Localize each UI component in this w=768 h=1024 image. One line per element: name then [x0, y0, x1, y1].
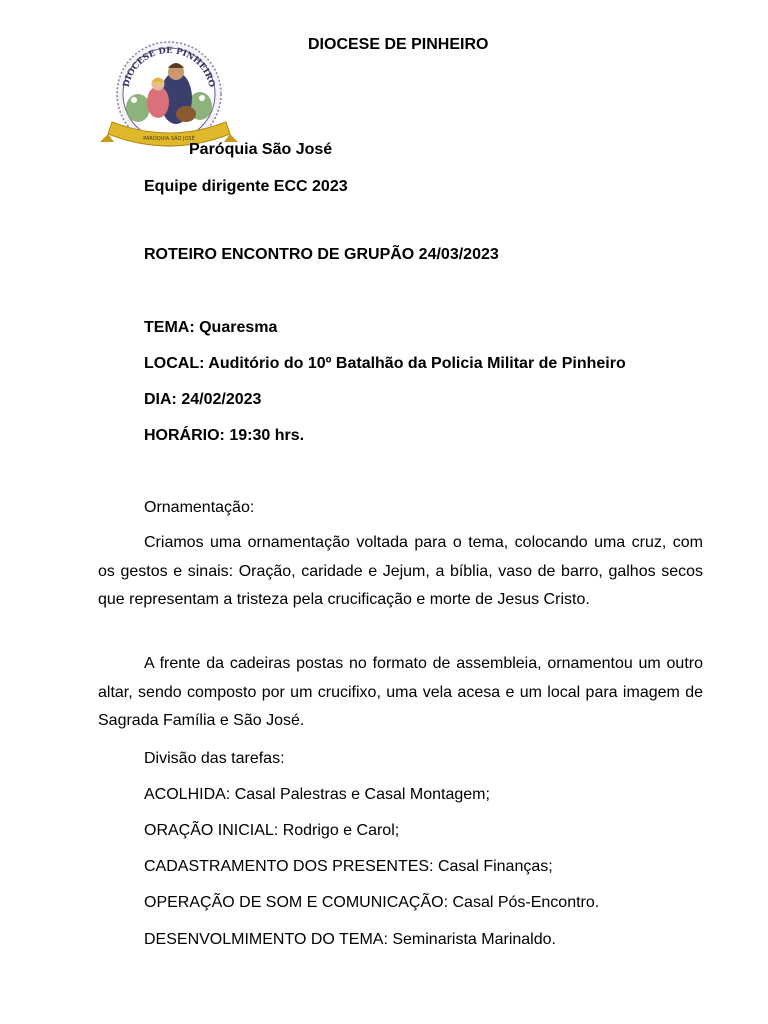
tema-label: TEMA:: [144, 319, 195, 336]
task-item: DESENVOLMIMENTO DO TEMA: Seminarista Marinaldo.: [144, 931, 556, 948]
local-label: LOCAL:: [144, 355, 205, 372]
team-line: Equipe dirigente ECC 2023: [144, 178, 348, 195]
task-item: ACOLHIDA: Casal Palestras e Casal Montagem;: [144, 786, 490, 803]
task-item: CADASTRAMENTO DOS PRESENTES: Casal Finanças;: [144, 858, 553, 875]
horario-label: HORÁRIO:: [144, 427, 225, 444]
horario-value: 19:30 hrs.: [224, 427, 305, 444]
paragraph-ornamentacao: Criamos uma ornamentação voltada para o tema, colocando uma cruz, com os gestos e sinais: Oração, caridade e Jejum, a bíblia, vaso de barro, galhos secos que representam a tristeza pela crucificação e morte de Jesus Cristo.: [98, 534, 703, 608]
ornamentacao-heading: Ornamentação:: [144, 499, 255, 516]
dia-value: 24/02/2023: [176, 391, 262, 408]
paragraph-altar: A frente da cadeiras postas no formato de assembleia, ornamentou um outro altar, sendo composto por um crucifixo, uma vela acesa e um local para imagem de Sagrada Família e São José.: [98, 655, 703, 729]
horario-line: [144, 427, 304, 445]
tema-line: [144, 319, 277, 337]
local-value: Auditório do 10º Batalhão da Policia Militar de Pinheiro: [204, 355, 626, 372]
document-title: DIOCESE DE PINHEIRO: [308, 36, 489, 53]
svg-text:DIOCESE DE PINHEIRO: DIOCESE DE PINHEIRO: [121, 45, 217, 89]
dia-label: DIA:: [144, 391, 177, 408]
tema-value: Quaresma: [194, 319, 278, 336]
divisao-heading: Divisão das tarefas:: [144, 750, 285, 767]
roteiro-line: ROTEIRO ENCONTRO DE GRUPÃO 24/03/2023: [144, 246, 499, 263]
task-item: OPERAÇÃO DE SOM E COMUNICAÇÃO: Casal Pós-Encontro.: [144, 894, 600, 911]
task-item: ORAÇÃO INICIAL: Rodrigo e Carol;: [144, 822, 400, 839]
svg-text:PARÓQUIA SÃO JOSÉ: PARÓQUIA SÃO JOSÉ: [143, 136, 195, 142]
parish-name: Paróquia São José: [189, 141, 333, 158]
local-line: [144, 355, 626, 373]
dia-line: [144, 391, 261, 409]
